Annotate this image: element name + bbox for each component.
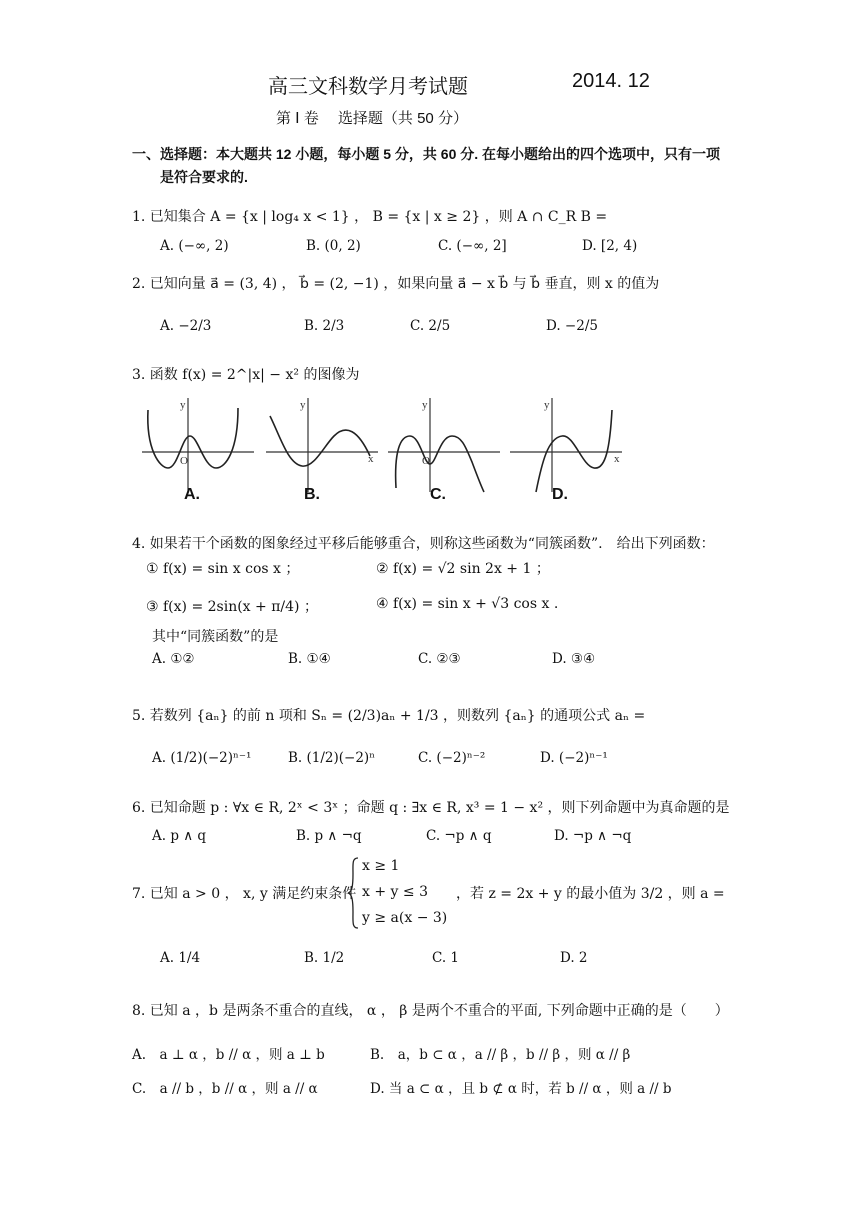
question-4-option-b: B. ①④ — [288, 651, 331, 667]
question-7-constraint-2: x + y ≤ 3 — [362, 884, 428, 900]
question-8-option-c: C. a // b ，b // α ，则 a // α — [132, 1081, 318, 1097]
graph-c — [388, 398, 500, 492]
question-7-stem-prefix: 7. 已知 a > 0 ， x, y 满足约束条件 — [132, 886, 357, 902]
question-3-graphs — [130, 392, 650, 504]
question-7-option-a: A. 1/4 — [160, 950, 201, 966]
question-2-option-d: D. −2/5 — [546, 318, 598, 334]
question-8-option-b: B. a，b ⊂ α ，a // β ，b // β ，则 α // β — [370, 1047, 631, 1063]
graph-a-y-label: y — [180, 399, 186, 411]
question-4-option-c: C. ②③ — [418, 651, 461, 667]
graph-d-label: D. — [552, 486, 568, 503]
graph-b — [266, 398, 378, 492]
question-7-option-d: D. 2 — [560, 950, 588, 966]
question-4-item-1: ① f(x) = sin x cos x ； — [146, 561, 300, 577]
question-7-option-c: C. 1 — [432, 950, 460, 966]
question-6-option-a: A. p ∧ q — [152, 828, 207, 844]
question-8-stem: 8. 已知 a ，b 是两条不重合的直线， α ， β 是两个不重合的平面, 下列命题中正确的是（ ） — [132, 1003, 729, 1019]
question-5-option-c: C. (−2)ⁿ⁻² — [418, 750, 486, 766]
question-5-option-b: B. (1/2)(−2)ⁿ — [288, 750, 376, 766]
graph-a-o-label: O — [180, 455, 188, 467]
question-1-stem: 1. 已知集合 A = {x | log₄ x < 1} ， B = {x | x ≥ 2} ，则 A ∩ C_R B = — [132, 209, 608, 225]
constraint-brace — [346, 856, 360, 930]
graph-c-label: C. — [430, 486, 446, 503]
question-7-option-b: B. 1/2 — [304, 950, 345, 966]
question-4-item-4: ④ f(x) = sin x + √3 cos x . — [376, 596, 559, 612]
graph-c-o-label: O — [422, 455, 430, 467]
question-8-option-a: A. a ⊥ α ，b // α ，则 a ⊥ b — [132, 1047, 325, 1063]
question-4-note: 其中“同簇函数”的是 — [152, 629, 279, 645]
question-4-stem: 4. 如果若干个函数的图象经过平移后能够重合，则称这些函数为“同簇函数”. 给出下列函数： — [132, 536, 715, 552]
graph-d-x-label: x — [614, 453, 620, 465]
question-8-option-d: D. 当 a ⊂ α ，且 b ⊄ α 时，若 b // α ，则 a // b — [370, 1081, 672, 1097]
section-instruction-line2: 是符合要求的. — [160, 169, 248, 185]
question-7-stem-suffix: ，若 z = 2x + y 的最小值为 3/2 ，则 a = — [456, 886, 725, 902]
question-2-option-a: A. −2/3 — [160, 318, 212, 334]
question-6-option-c: C. ¬p ∧ q — [426, 828, 492, 844]
graph-d — [510, 398, 622, 492]
graph-a — [142, 398, 254, 492]
question-4-item-2: ② f(x) = √2 sin 2x + 1 ； — [376, 561, 550, 577]
exam-date: 2014. 12 — [572, 70, 650, 92]
question-4-item-3: ③ f(x) = 2sin(x + π/4) ； — [146, 599, 318, 615]
question-5-option-d: D. (−2)ⁿ⁻¹ — [540, 750, 608, 766]
graph-c-y-label: y — [422, 399, 428, 411]
question-7-constraint-3: y ≥ a(x − 3) — [362, 910, 448, 926]
question-3-stem: 3. 函数 f(x) = 2^|x| − x² 的图像为 — [132, 367, 360, 383]
graph-d-y-label: y — [544, 399, 550, 411]
question-4-option-d: D. ③④ — [552, 651, 596, 667]
question-1-option-d: D. [2, 4) — [582, 238, 638, 254]
graph-b-y-label: y — [300, 399, 306, 411]
question-1-option-a: A. (−∞, 2) — [160, 238, 229, 254]
page-title: 高三文科数学月考试题 — [268, 76, 468, 98]
graph-b-x-label: x — [368, 453, 374, 465]
graph-a-label: A. — [184, 486, 200, 503]
question-5-stem: 5. 若数列 {aₙ} 的前 n 项和 Sₙ = (2/3)aₙ + 1/3 ，则数列 {aₙ} 的通项公式 aₙ = — [132, 708, 646, 724]
question-2-stem: 2. 已知向量 a⃗ = (3, 4) ， b⃗ = (2, −1) ，如果向量 a⃗ − x b⃗ 与 b⃗ 垂直，则 x 的值为 — [132, 276, 660, 292]
section-instruction-line1: 一、选择题：本大题共 12 小题，每小题 5 分，共 60 分. 在每小题给出的四个选项中，只有一项 — [132, 146, 721, 162]
paper-subtitle: 第 Ⅰ 卷 选择题（共 50 分） — [276, 110, 468, 127]
question-4-option-a: A. ①② — [152, 651, 195, 667]
question-6-option-b: B. p ∧ ¬q — [296, 828, 362, 844]
question-2-option-c: C. 2/5 — [410, 318, 451, 334]
question-1-option-c: C. (−∞, 2] — [438, 238, 507, 254]
question-1-option-b: B. (0, 2) — [306, 238, 361, 254]
question-6-stem: 6. 已知命题 p : ∀x ∈ R, 2ˣ < 3ˣ ；命题 q : ∃x ∈ R, x³ = 1 − x² ，则下列命题中为真命题的是 — [132, 800, 730, 816]
question-5-option-a: A. (1/2)(−2)ⁿ⁻¹ — [152, 750, 252, 766]
question-7-constraint-1: x ≥ 1 — [362, 858, 400, 874]
question-6-option-d: D. ¬p ∧ ¬q — [554, 828, 632, 844]
graph-b-label: B. — [304, 486, 320, 503]
question-2-option-b: B. 2/3 — [304, 318, 345, 334]
